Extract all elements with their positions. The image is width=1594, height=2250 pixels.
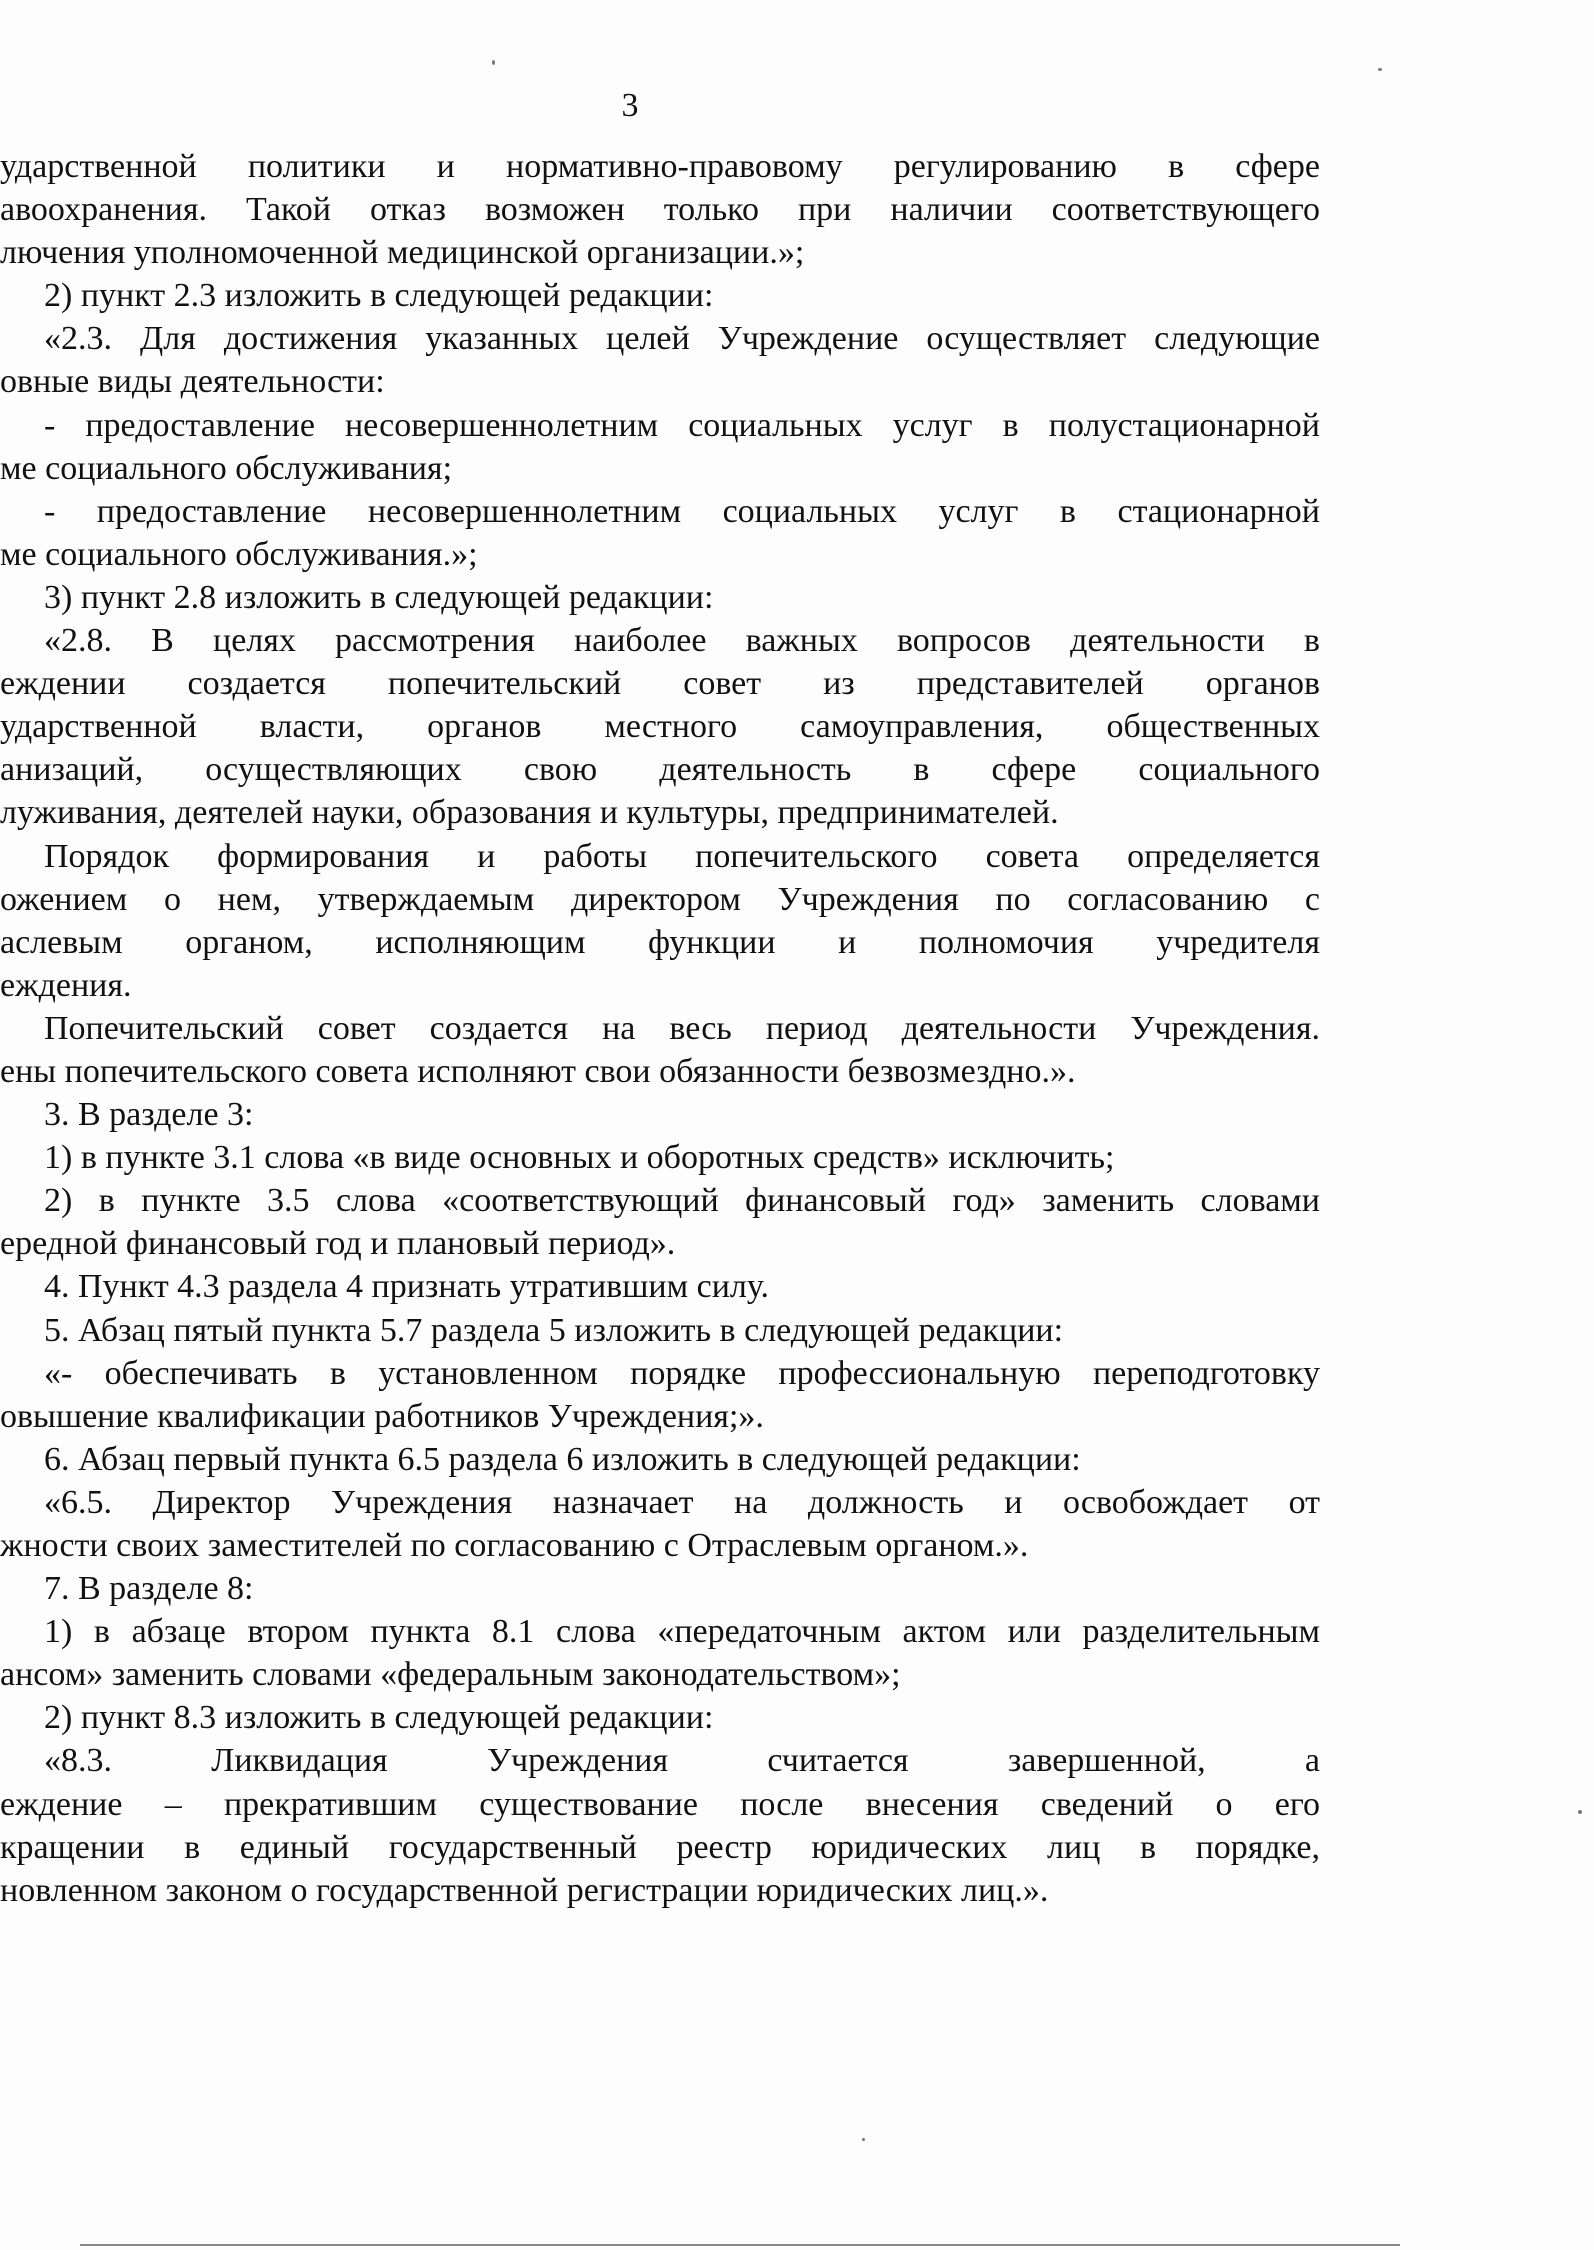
text-line: - предоставление несовершеннолетним социальных услуг в полустационарной (44, 406, 1320, 444)
text-line: лючения уполномоченной медицинской организации.»; (0, 234, 805, 272)
text-line: еждении создается попечительский совет из представителей органов (0, 665, 1320, 703)
text-line: 3. В разделе 3: (44, 1096, 254, 1134)
document-body (0, 145, 1320, 1912)
text-line: 5. Абзац пятый пункта 5.7 раздела 5 изложить в следующей редакции: (44, 1311, 1064, 1349)
text-line: 4. Пункт 4.3 раздела 4 признать утратившим силу. (44, 1268, 769, 1306)
text-line: - предоставление несовершеннолетним социальных услуг в стационарной (44, 492, 1320, 530)
text-line: ены попечительского совета исполняют свои обязанности безвозмездно.». (0, 1052, 1076, 1090)
text-line: кращении в единый государственный реестр юридических лиц в порядке, (0, 1828, 1320, 1866)
text-line: ме социального обслуживания; (0, 449, 453, 487)
text-line: 1) в пункте 3.1 слова «в виде основных и оборотных средств» исключить; (44, 1139, 1115, 1177)
text-line: анизаций, осуществляющих свою деятельность в сфере социального (0, 751, 1320, 789)
page-number: 3 (621, 87, 639, 124)
scan-speck (1378, 68, 1382, 71)
text-line: еждения. (0, 966, 132, 1004)
text-line: ансом» заменить словами «федеральным законодательством»; (0, 1656, 901, 1694)
text-line: «2.8. В целях рассмотрения наиболее важных вопросов деятельности в (44, 622, 1320, 660)
text-line: 6. Абзац первый пункта 6.5 раздела 6 изложить в следующей редакции: (44, 1440, 1081, 1478)
text-line: авоохранения. Такой отказ возможен только при наличии соответствующего (0, 191, 1320, 229)
text-line: «8.3. Ликвидация Учреждения считается завершенной, а (44, 1742, 1320, 1780)
scan-speck (862, 2138, 865, 2141)
text-line: овные виды деятельности: (0, 363, 385, 401)
text-line: 1) в абзаце втором пункта 8.1 слова «передаточным актом или разделительным (44, 1613, 1320, 1651)
text-line: «- обеспечивать в установленном порядке профессиональную переподготовку (44, 1354, 1320, 1392)
scan-speck (492, 60, 495, 65)
text-line: ударственной политики и нормативно-правовому регулированию в сфере (0, 148, 1320, 185)
text-line: Попечительский совет создается на весь период деятельности Учреждения. (44, 1009, 1320, 1047)
text-line: ме социального обслуживания.»; (0, 535, 478, 573)
text-line: 2) в пункте 3.5 слова «соответствующий финансовый год» заменить словами (44, 1182, 1320, 1220)
text-line: 7. В разделе 8: (44, 1570, 254, 1608)
text-line: новленном законом о государственной регистрации юридических лиц.». (0, 1871, 1049, 1909)
text-line: 3) пункт 2.8 изложить в следующей редакции: (44, 578, 714, 616)
text-line: луживания, деятелей науки, образования и культуры, предпринимателей. (0, 794, 1059, 832)
text-line: 2) пункт 2.3 изложить в следующей редакции: (44, 277, 714, 315)
text-line: «2.3. Для достижения указанных целей Учреждение осуществляет следующие (44, 320, 1320, 358)
scan-speck (1578, 1810, 1582, 1814)
scan-edge-line (80, 2244, 1400, 2246)
text-line: ожением о нем, утверждаемым директором Учреждения по согласованию с (0, 880, 1320, 918)
text-line: ередной финансовый год и плановый период». (0, 1225, 676, 1263)
text-line: «6.5. Директор Учреждения назначает на должность и освобождает от (44, 1483, 1320, 1521)
text-line: 2) пункт 8.3 изложить в следующей редакции: (44, 1699, 714, 1737)
text-line: ударственной власти, органов местного самоуправления, общественных (0, 708, 1320, 746)
text-line: жности своих заместителей по согласованию с Отраслевым органом.». (0, 1527, 1029, 1564)
text-line: еждение – прекратившим существование после внесения сведений о его (0, 1785, 1320, 1823)
text-line: овышение квалификации работников Учреждения;». (0, 1397, 764, 1435)
text-line: Порядок формирования и работы попечительского совета определяется (44, 837, 1320, 875)
text-line: аслевым органом, исполняющим функции и полномочия учредителя (0, 923, 1320, 961)
